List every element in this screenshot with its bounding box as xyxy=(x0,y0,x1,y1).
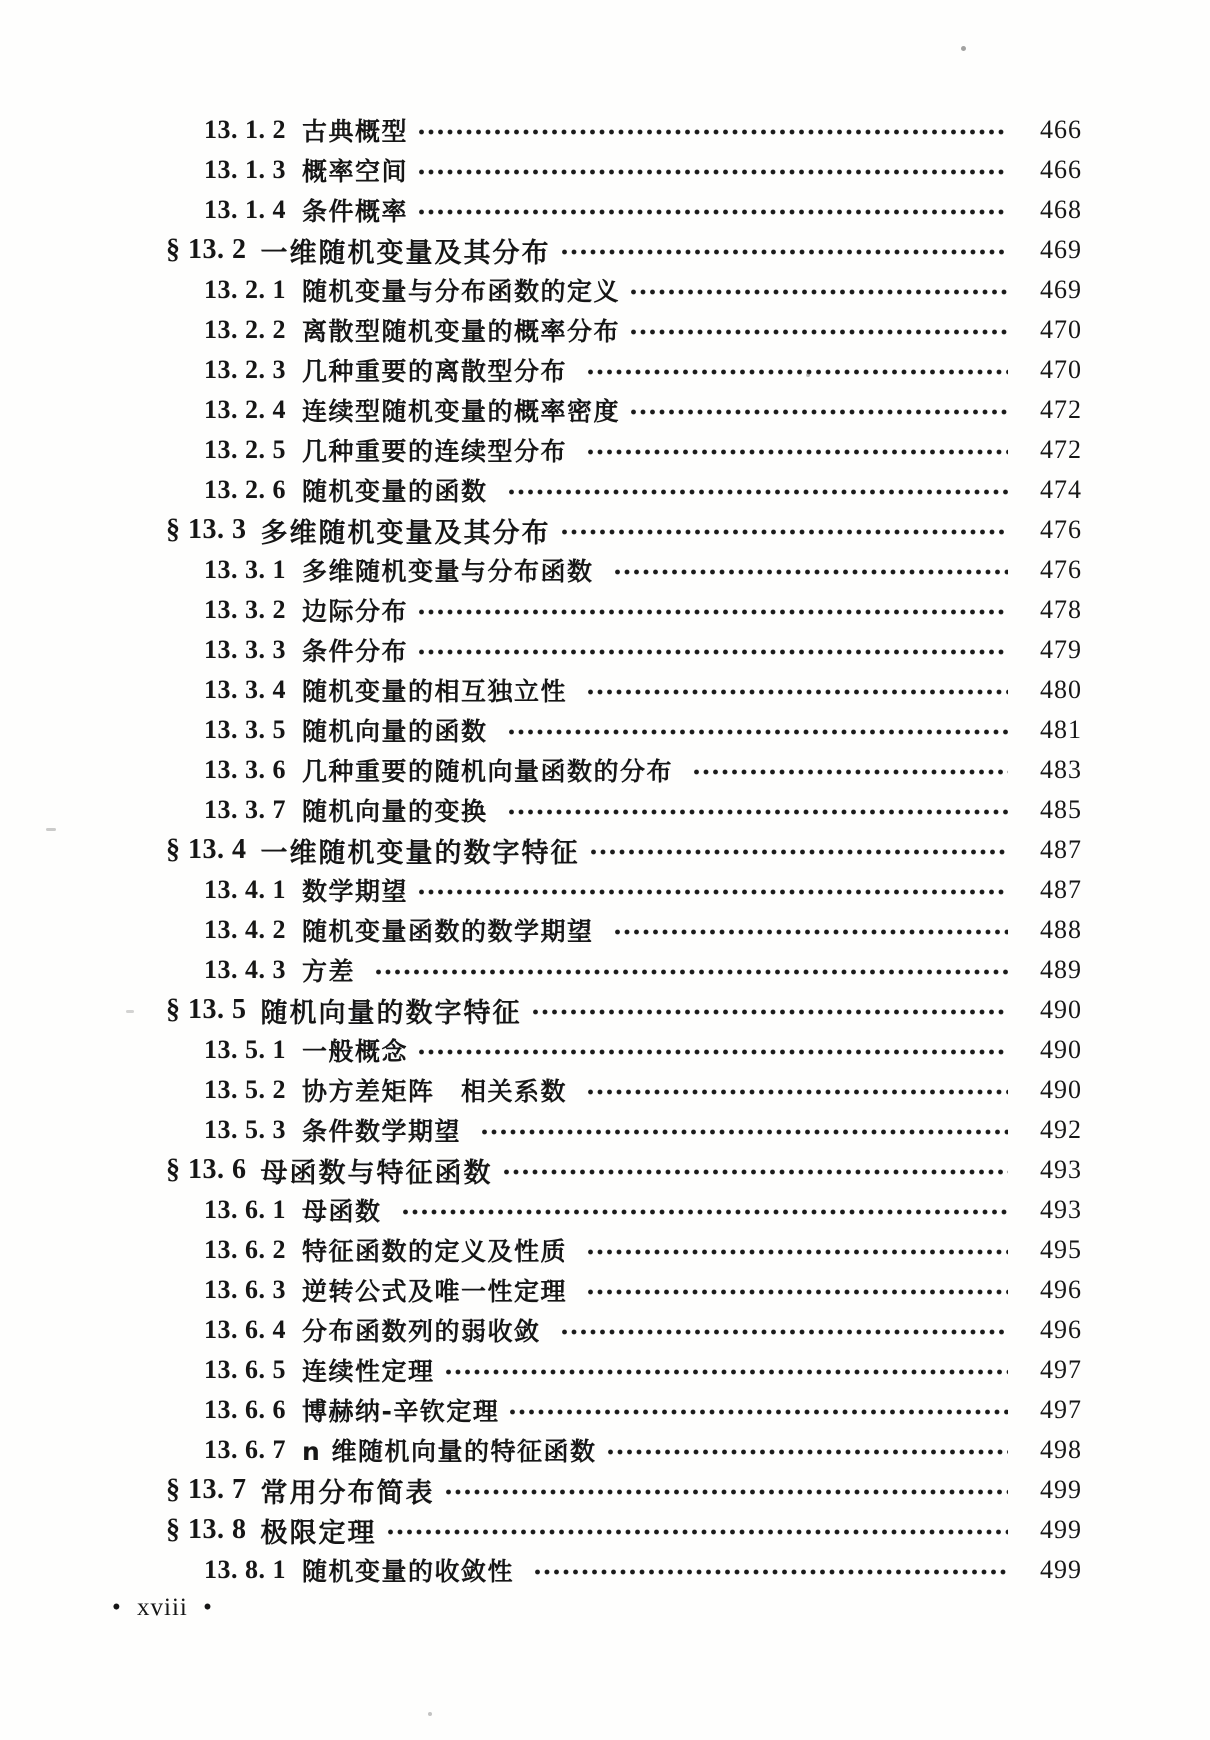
entry-number: 13. 3. 3 xyxy=(204,635,286,664)
entry-page: 493 xyxy=(1040,1155,1082,1184)
entry-page: 498 xyxy=(1040,1435,1082,1464)
entry-page: 476 xyxy=(1040,555,1082,584)
dot-leader xyxy=(386,1527,1009,1537)
entry-number: 13. 5. 3 xyxy=(204,1115,286,1144)
entry-number: 13. 3. 4 xyxy=(204,675,286,704)
entry-number: 13. 6. 3 xyxy=(204,1275,286,1304)
dot-leader xyxy=(560,247,1009,257)
entry-page: 499 xyxy=(1040,1475,1082,1504)
entry-title: 母函数 xyxy=(302,1197,392,1226)
entry-page: 469 xyxy=(1040,235,1082,264)
entry-number: 13. 6. 2 xyxy=(204,1235,286,1264)
toc-row xyxy=(0,750,1210,790)
dot-leader xyxy=(417,887,1008,897)
entry-title: 几种重要的离散型分布 xyxy=(302,357,578,386)
toc-row xyxy=(0,910,1210,950)
entry-title: 多维随机变量与分布函数 xyxy=(302,557,604,586)
entry-number: § 13. 7 xyxy=(166,1474,247,1505)
entry-page: 483 xyxy=(1040,755,1082,784)
entry-title: 古典概型 xyxy=(302,117,409,146)
entry-page: 496 xyxy=(1040,1275,1082,1304)
toc-row xyxy=(0,1470,1210,1510)
dot-leader xyxy=(502,1167,1009,1177)
dot-leader xyxy=(560,1327,1008,1337)
scan-artifact xyxy=(806,373,810,377)
toc-row xyxy=(0,550,1210,590)
entry-page: 472 xyxy=(1040,435,1082,464)
entry-page: 479 xyxy=(1040,635,1082,664)
dot-leader xyxy=(589,847,1009,857)
entry-page: 472 xyxy=(1040,395,1082,424)
entry-title: 几种重要的连续型分布 xyxy=(302,437,578,466)
entry-page: 488 xyxy=(1040,915,1082,944)
toc-row xyxy=(0,1430,1210,1470)
entry-title: 随机向量的数字特征 xyxy=(260,997,522,1029)
toc-row xyxy=(0,790,1210,830)
dot-leader xyxy=(586,447,1008,457)
dot-leader xyxy=(586,687,1008,697)
entry-title: 随机变量函数的数学期望 xyxy=(302,917,604,946)
toc-row xyxy=(0,990,1210,1030)
toc-row xyxy=(0,470,1210,510)
scan-artifact xyxy=(46,828,56,831)
entry-title: 分布函数列的弱收敛 xyxy=(302,1317,551,1346)
page-footer: • xviii • xyxy=(112,1594,213,1621)
dot-leader xyxy=(692,767,1008,777)
entry-title: 连续性定理 xyxy=(302,1357,435,1386)
entry-number: 13. 3. 5 xyxy=(204,715,286,744)
entry-number: 13. 2. 3 xyxy=(204,355,286,384)
dot-leader xyxy=(508,1407,1008,1417)
entry-page: 492 xyxy=(1040,1115,1082,1144)
entry-title: 常用分布简表 xyxy=(260,1477,435,1509)
toc-row xyxy=(0,1270,1210,1310)
entry-number: 13. 6. 6 xyxy=(204,1395,286,1424)
entry-number: 13. 6. 1 xyxy=(204,1195,286,1224)
dot-leader xyxy=(613,567,1008,577)
dot-leader xyxy=(613,927,1008,937)
entry-number: 13. 5. 2 xyxy=(204,1075,286,1104)
entry-title: 博赫纳-辛钦定理 xyxy=(302,1397,500,1426)
entry-title: 条件数学期望 xyxy=(302,1117,472,1146)
entry-number: 13. 2. 5 xyxy=(204,435,286,464)
dot-leader xyxy=(629,407,1008,417)
toc-row xyxy=(0,190,1210,230)
dot-leader xyxy=(531,1007,1009,1017)
entry-number: 13. 2. 1 xyxy=(204,275,286,304)
toc-row xyxy=(0,110,1210,150)
entry-page: 495 xyxy=(1040,1235,1082,1264)
entry-title: 条件分布 xyxy=(302,637,409,666)
entry-page: 487 xyxy=(1040,835,1082,864)
entry-page: 490 xyxy=(1040,1035,1082,1064)
entry-number: 13. 6. 5 xyxy=(204,1355,286,1384)
entry-number: 13. 1. 4 xyxy=(204,195,286,224)
toc-row xyxy=(0,1550,1210,1590)
entry-page: 470 xyxy=(1040,355,1082,384)
entry-number: § 13. 4 xyxy=(166,834,247,865)
entry-page: 470 xyxy=(1040,315,1082,344)
entry-number: § 13. 2 xyxy=(166,234,247,265)
toc-row xyxy=(0,1390,1210,1430)
entry-page: 499 xyxy=(1040,1555,1082,1584)
entry-page: 499 xyxy=(1040,1515,1082,1544)
entry-title: 随机变量的相互独立性 xyxy=(302,677,578,706)
entry-page: 490 xyxy=(1040,995,1082,1024)
entry-title: 随机变量与分布函数的定义 xyxy=(302,277,621,306)
toc-row xyxy=(0,1230,1210,1270)
entry-title: 几种重要的随机向量函数的分布 xyxy=(302,757,684,786)
toc-row xyxy=(0,1310,1210,1350)
dot-leader xyxy=(560,527,1009,537)
dot-leader xyxy=(444,1487,1009,1497)
entry-title: 随机变量的函数 xyxy=(302,477,498,506)
dot-leader xyxy=(417,167,1008,177)
entry-number: § 13. 8 xyxy=(166,1514,247,1545)
entry-title: 方差 xyxy=(302,957,366,986)
scan-artifact xyxy=(428,1712,432,1716)
dot-leader xyxy=(507,487,1008,497)
entry-title: 离散型随机变量的概率分布 xyxy=(302,317,621,346)
entry-title: 概率空间 xyxy=(302,157,409,186)
dot-leader xyxy=(606,1447,1008,1457)
entry-page: 496 xyxy=(1040,1315,1082,1344)
toc-list xyxy=(0,110,1210,1590)
entry-page: 489 xyxy=(1040,955,1082,984)
toc-row xyxy=(0,1110,1210,1150)
toc-row xyxy=(0,350,1210,390)
entry-title: 数学期望 xyxy=(302,877,409,906)
entry-title: 协方差矩阵 相关系数 xyxy=(302,1077,578,1106)
toc-row xyxy=(0,390,1210,430)
dot-leader xyxy=(417,127,1008,137)
entry-title: 条件概率 xyxy=(302,197,409,226)
toc-row xyxy=(0,710,1210,750)
dot-leader xyxy=(374,967,1008,977)
dot-leader xyxy=(507,807,1008,817)
toc-row xyxy=(0,1150,1210,1190)
dot-leader xyxy=(507,727,1008,737)
dot-leader xyxy=(586,1287,1008,1297)
entry-number: 13. 1. 3 xyxy=(204,155,286,184)
toc-row xyxy=(0,830,1210,870)
entry-title: 逆转公式及唯一性定理 xyxy=(302,1277,578,1306)
scan-artifact xyxy=(126,1010,134,1013)
entry-page: 466 xyxy=(1040,115,1082,144)
entry-title: n 维随机向量的特征函数 xyxy=(302,1437,597,1466)
dot-leader xyxy=(586,367,1008,377)
entry-title: 极限定理 xyxy=(260,1517,377,1549)
entry-title: 一般概念 xyxy=(302,1037,409,1066)
entry-number: 13. 6. 4 xyxy=(204,1315,286,1344)
entry-number: 13. 5. 1 xyxy=(204,1035,286,1064)
dot-leader xyxy=(629,287,1008,297)
entry-page: 493 xyxy=(1040,1195,1082,1224)
entry-page: 476 xyxy=(1040,515,1082,544)
toc-row xyxy=(0,270,1210,310)
toc-row xyxy=(0,670,1210,710)
dot-leader xyxy=(629,327,1008,337)
dot-leader xyxy=(586,1087,1008,1097)
toc-row xyxy=(0,310,1210,350)
entry-number: 13. 4. 2 xyxy=(204,915,286,944)
entry-title: 随机变量的收敛性 xyxy=(302,1557,525,1586)
entry-number: 13. 4. 1 xyxy=(204,875,286,904)
dot-leader xyxy=(586,1247,1008,1257)
entry-number: § 13. 6 xyxy=(166,1154,247,1185)
entry-title: 随机向量的变换 xyxy=(302,797,498,826)
entry-page: 497 xyxy=(1040,1395,1082,1424)
entry-page: 485 xyxy=(1040,795,1082,824)
toc-row xyxy=(0,510,1210,550)
entry-page: 469 xyxy=(1040,275,1082,304)
entry-title: 随机向量的函数 xyxy=(302,717,498,746)
entry-title: 边际分布 xyxy=(302,597,409,626)
toc-row xyxy=(0,1030,1210,1070)
toc-row xyxy=(0,870,1210,910)
entry-number: 13. 1. 2 xyxy=(204,115,286,144)
scan-artifact xyxy=(961,46,966,51)
dot-leader xyxy=(417,207,1008,217)
entry-number: 13. 3. 6 xyxy=(204,755,286,784)
entry-number: 13. 3. 7 xyxy=(204,795,286,824)
entry-number: 13. 4. 3 xyxy=(204,955,286,984)
dot-leader xyxy=(417,607,1008,617)
entry-page: 478 xyxy=(1040,595,1082,624)
entry-page: 490 xyxy=(1040,1075,1082,1104)
entry-number: 13. 2. 4 xyxy=(204,395,286,424)
toc-row xyxy=(0,590,1210,630)
entry-title: 一维随机变量及其分布 xyxy=(260,237,551,269)
toc-row xyxy=(0,230,1210,270)
toc-row xyxy=(0,430,1210,470)
entry-title: 特征函数的定义及性质 xyxy=(302,1237,578,1266)
entry-page: 480 xyxy=(1040,675,1082,704)
entry-number: 13. 3. 1 xyxy=(204,555,286,584)
entry-page: 466 xyxy=(1040,155,1082,184)
dot-leader xyxy=(417,647,1008,657)
toc-row xyxy=(0,1510,1210,1550)
entry-title: 多维随机变量及其分布 xyxy=(260,517,551,549)
dot-leader xyxy=(480,1127,1008,1137)
dot-leader xyxy=(444,1367,1008,1377)
entry-number: 13. 8. 1 xyxy=(204,1555,286,1584)
toc-row xyxy=(0,1350,1210,1390)
entry-page: 468 xyxy=(1040,195,1082,224)
entry-page: 487 xyxy=(1040,875,1082,904)
toc-row xyxy=(0,950,1210,990)
dot-leader xyxy=(533,1567,1008,1577)
entry-number: 13. 2. 2 xyxy=(204,315,286,344)
entry-title: 母函数与特征函数 xyxy=(260,1157,493,1189)
entry-number: § 13. 5 xyxy=(166,994,247,1025)
toc-row xyxy=(0,1190,1210,1230)
entry-number: 13. 3. 2 xyxy=(204,595,286,624)
toc-row xyxy=(0,1070,1210,1110)
entry-page: 474 xyxy=(1040,475,1082,504)
entry-number: § 13. 3 xyxy=(166,514,247,545)
entry-page: 481 xyxy=(1040,715,1082,744)
entry-title: 连续型随机变量的概率密度 xyxy=(302,397,621,426)
entry-number: 13. 6. 7 xyxy=(204,1435,286,1464)
entry-page: 497 xyxy=(1040,1355,1082,1384)
toc-row xyxy=(0,630,1210,670)
entry-number: 13. 2. 6 xyxy=(204,475,286,504)
entry-title: 一维随机变量的数字特征 xyxy=(260,837,580,869)
dot-leader xyxy=(401,1207,1008,1217)
toc-row xyxy=(0,150,1210,190)
dot-leader xyxy=(417,1047,1008,1057)
